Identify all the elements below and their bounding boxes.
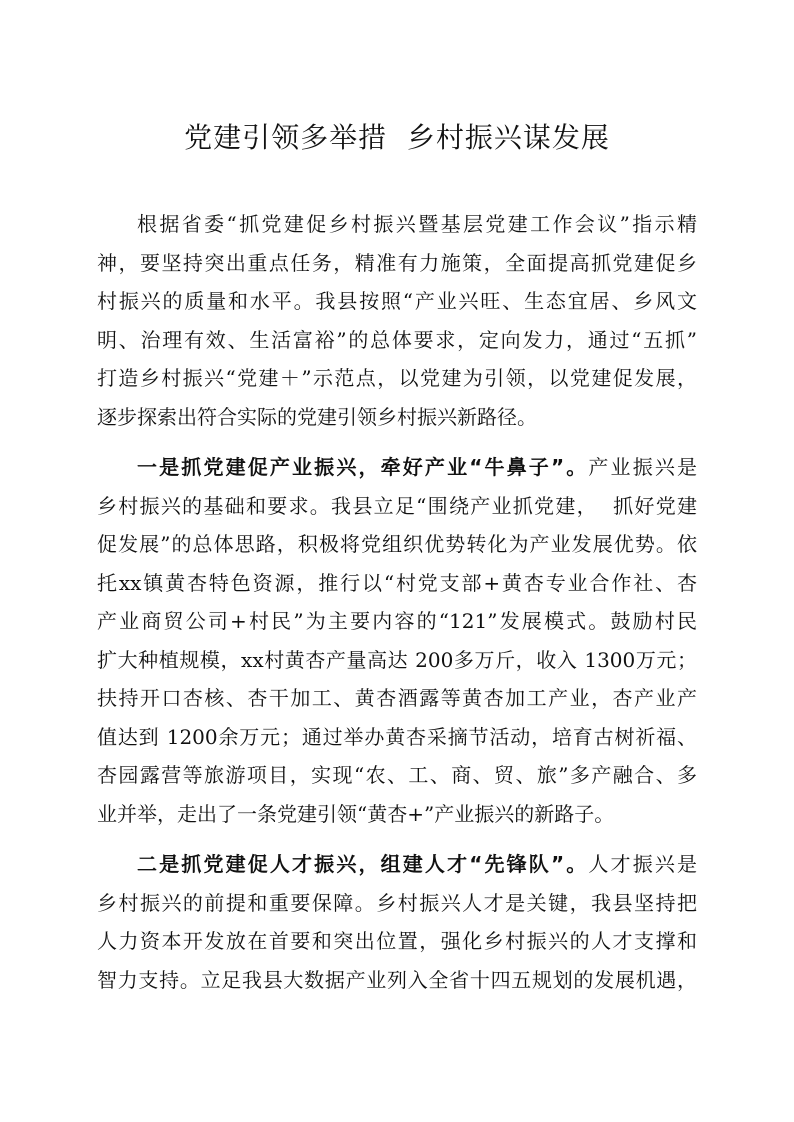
text-line: 人力资本开发放在首要和突出位置，强化乡村振兴的人才支撑和: [97, 929, 697, 953]
text-line: 杏园露营等旅游项目，实现“农、工、商、贸、旅”多产融合、多: [97, 763, 697, 787]
text-line: 根据省委“抓党建促乡村振兴暨基层党建工作会议”指示精: [137, 212, 697, 236]
text-line: 值达到 1200余万元；通过举办黄杏采摘节活动，培育古树祈福、: [97, 724, 697, 749]
paragraph-talent: [97, 845, 697, 999]
document-title: 党建引领多举措 乡村振兴谋发展: [184, 121, 610, 154]
text-fragment: 人才振兴是: [588, 852, 697, 876]
text-fragment: 产业振兴是: [588, 455, 697, 479]
text-line: 扩大种植规模，xx村黄杏产量高达 200多万斤，收入 1300万元；: [97, 647, 697, 672]
text-line-first: [97, 845, 697, 884]
text-line: 扶持开口杏核、杏干加工、黄杏酒露等黄杏加工产业，杏产业产: [97, 686, 697, 710]
text-line: 乡村振兴的前提和重要保障。乡村振兴人才是关键，我县坚持把: [97, 890, 697, 915]
text-line: 打造乡村振兴“党建＋”示范点，以党建为引领，以党建促发展，: [97, 366, 697, 390]
document-body: [97, 205, 697, 1011]
text-line: 明、治理有效、生活富裕”的总体要求，定向发力，通过“五抓”: [97, 327, 697, 352]
text-line: 智力支持。立足我县大数据产业列入全省十四五规划的发展机遇，: [97, 967, 697, 992]
text-line-first: [97, 448, 697, 487]
paragraph-industry: [97, 448, 697, 833]
paragraph-lead: 二是抓党建促人才振兴，组建人才“先锋队”。: [137, 852, 589, 876]
text-line: 村振兴的质量和水平。我县按照“产业兴旺、生态宜居、乡风文: [97, 289, 697, 313]
text-line: 产业商贸公司+村民”为主要内容的“121”发展模式。鼓励村民: [97, 609, 697, 633]
text-line: 促发展”的总体思路，积极将党组织优势转化为产业发展优势。依: [97, 532, 697, 556]
text-line: 神，要坚持突出重点任务，精准有力施策，全面提高抓党建促乡: [97, 250, 697, 275]
text-line: 托xx镇黄杏特色资源，推行以“村党支部+黄杏专业合作社、杏: [97, 570, 697, 595]
paragraph-lead: 一是抓党建促产业振兴，牵好产业“牛鼻子”。: [137, 455, 589, 479]
text-line: 逐步探索出符合实际的党建引领乡村振兴新路径。: [97, 404, 537, 429]
paragraph-intro: [97, 205, 697, 436]
text-line: 乡村振兴的基础和要求。我县立足“围绕产业抓党建， 抓好党建: [97, 493, 697, 518]
text-line: 业并举，走出了一条党建引领“黄杏+”产业振兴的新路子。: [97, 801, 615, 826]
